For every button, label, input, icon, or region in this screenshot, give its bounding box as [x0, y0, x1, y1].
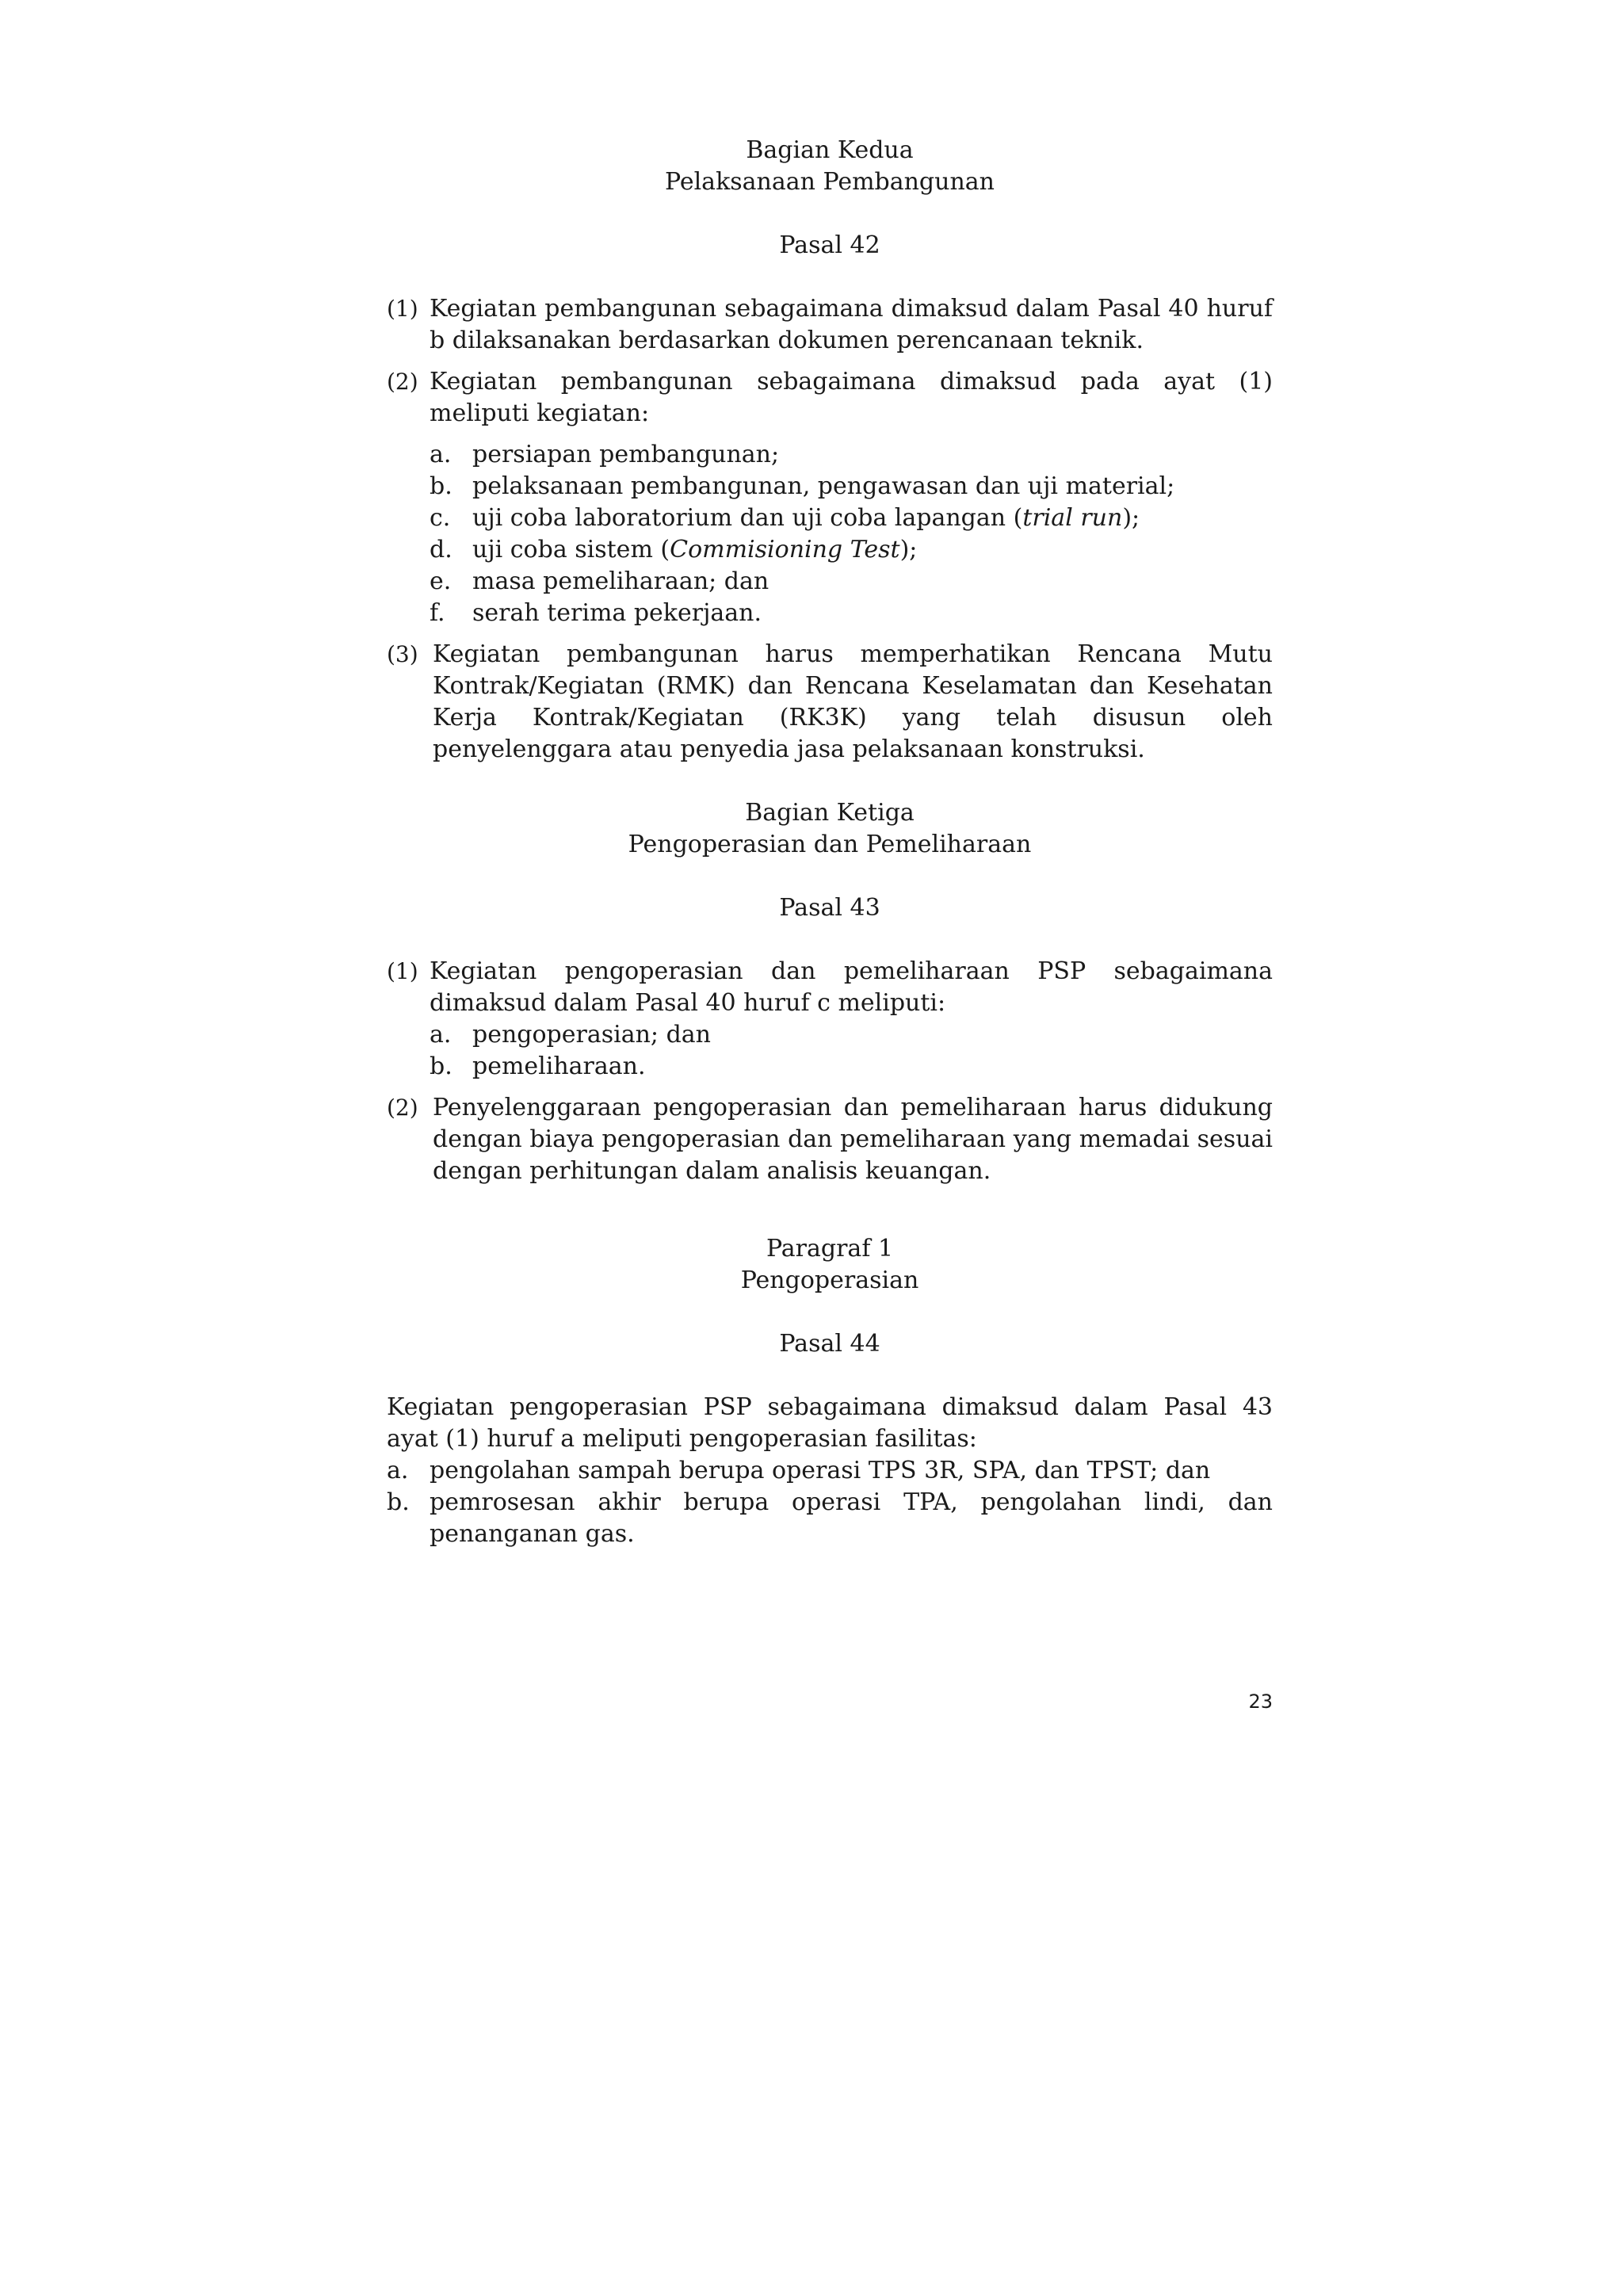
list-marker: a. [430, 441, 452, 468]
list-marker: d. [430, 536, 453, 563]
clause-number: (2) [387, 369, 418, 395]
list-item [387, 1455, 1273, 1487]
list-item [430, 1051, 1273, 1083]
paragraph-title: Pengoperasian [740, 1266, 919, 1294]
list-marker: e. [430, 567, 452, 595]
list-marker: b. [430, 472, 453, 500]
italic-term: Commisioning Test [670, 536, 900, 563]
article-title: Pasal 42 [779, 231, 880, 259]
list-marker: c. [430, 504, 451, 532]
clause-text: Kegiatan pembangunan sebagaimana dimaksud pada ayat (1) meliputi kegiatan: [430, 368, 1273, 427]
paragraph-heading: Paragraf 1 [766, 1235, 894, 1263]
list-text: pemrosesan akhir berupa operasi TPA, pengolahan lindi, dan penanganan gas. [430, 1488, 1273, 1548]
list-item [430, 534, 1273, 566]
document-page [387, 135, 1273, 1550]
section-title: Pelaksanaan Pembangunan [665, 168, 995, 196]
clause-sublist [430, 1019, 1273, 1083]
clause-text: Kegiatan pengoperasian dan pemeliharaan PSP sebagaimana dimaksud dalam Pasal 40 huruf c meliputi: [430, 957, 1273, 1017]
clause [387, 956, 1273, 1019]
list-item [430, 471, 1273, 502]
clause-number: (2) [387, 1095, 418, 1121]
article-title: Pasal 43 [779, 894, 880, 922]
text-run: uji coba laboratorium dan uji coba lapangan ( [472, 504, 1023, 532]
section-title: Pengoperasian dan Pemeliharaan [628, 831, 1032, 858]
list-marker: a. [387, 1457, 409, 1484]
list-item [430, 598, 1273, 629]
clause-text: Kegiatan pembangunan harus memperhatikan Rencana Mutu Kontrak/Kegiatan (RMK) dan Rencana Keselamatan dan Kesehatan Kerja Kontrak/Kegiatan (RK3K) yang telah disusun oleh penyelenggara atau penyedia jasa pelaksanaan konstruksi. [433, 640, 1273, 763]
clause-sublist [430, 439, 1273, 629]
clause [387, 366, 1273, 430]
list-text: serah terima pekerjaan. [472, 599, 762, 627]
list-text: persiapan pembangunan; [472, 441, 780, 468]
text-run: ); [899, 536, 918, 563]
text-run: ); [1122, 504, 1140, 532]
list-marker: f. [430, 599, 445, 627]
list-text: pelaksanaan pembangunan, pengawasan dan uji material; [472, 472, 1175, 500]
clause-text: Penyelenggaraan pengoperasian dan pemeliharaan harus didukung dengan biaya pengoperasian dan pemeliharaan yang memadai sesuai dengan perhitungan dalam analisis keuangan. [433, 1094, 1273, 1185]
italic-term: trial run [1022, 504, 1123, 532]
clause-text: Kegiatan pembangunan sebagaimana dimaksud dalam Pasal 40 huruf b dilaksanakan berdasarkan dokumen perencanaan teknik. [430, 295, 1273, 354]
list-marker: a. [430, 1021, 452, 1049]
list-text: pengoperasian; dan [472, 1021, 711, 1049]
article-list [387, 1455, 1273, 1550]
section-heading: Bagian Ketiga [745, 799, 915, 827]
list-item [430, 1019, 1273, 1051]
article-body: Kegiatan pengoperasian PSP sebagaimana dimaksud dalam Pasal 43 ayat (1) huruf a meliputi pengoperasian fasilitas: [387, 1393, 1273, 1453]
section-heading: Bagian Kedua [746, 136, 914, 164]
list-item [430, 439, 1273, 471]
page-number: 23 [1248, 1690, 1273, 1713]
list-item [430, 502, 1273, 534]
list-text [472, 534, 1273, 566]
list-text: pemeliharaan. [472, 1052, 646, 1080]
list-text [472, 502, 1273, 534]
clause-number: (1) [387, 958, 418, 984]
list-item [387, 1487, 1273, 1550]
clause-number: (1) [387, 296, 418, 322]
clause [387, 1092, 1273, 1187]
list-marker: b. [387, 1488, 410, 1516]
list-text: pengolahan sampah berupa operasi TPS 3R, SPA, dan TPST; dan [430, 1457, 1211, 1484]
list-item [430, 566, 1273, 598]
clause-number: (3) [387, 641, 418, 667]
clause [387, 293, 1273, 357]
text-run: uji coba sistem ( [472, 536, 670, 563]
list-text: masa pemeliharaan; dan [472, 567, 769, 595]
list-marker: b. [430, 1052, 453, 1080]
clause [387, 639, 1273, 766]
article-title: Pasal 44 [779, 1330, 880, 1358]
